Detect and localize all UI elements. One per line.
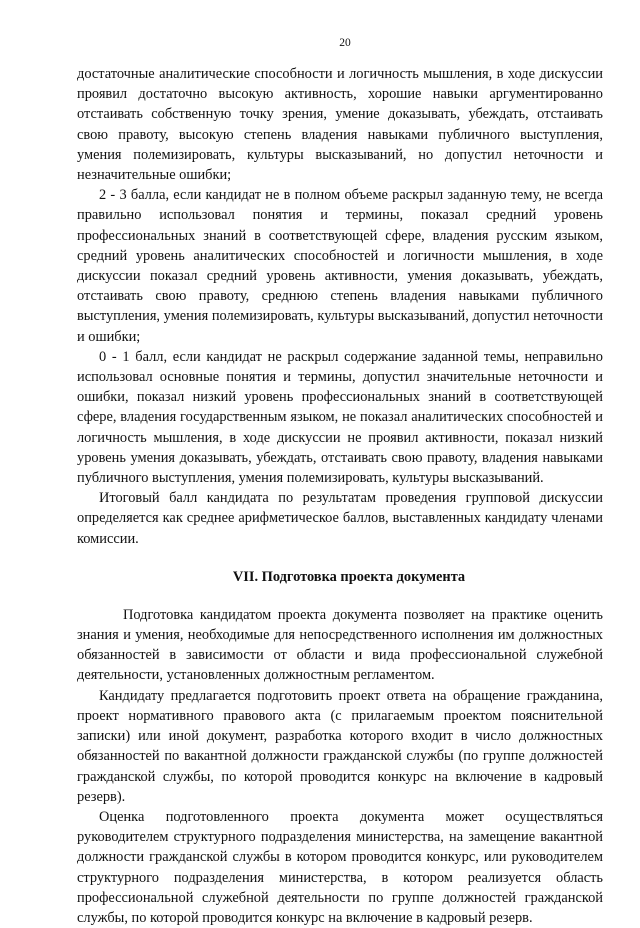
page-number: 20 — [339, 37, 351, 49]
paragraph-document-prep: Подготовка кандидатом проекта документа позволяет на практике оценить знания и умения, необходимые для непосредственного исполнения им должностных обязанностей в зависимости от области и вида профессиональной служебной деятельности, установленных должностным регламентом. — [77, 606, 603, 684]
paragraph-score-2-3: 2 - 3 балла, если кандидат не в полном объеме раскрыл заданную тему, не всегда правильно использовал понятия и термины, показал средний уровень профессиональных знаний в соответствующей сфере, владения русским языком, средний уровень аналитических способностей и логичности мышления, в ходе дискуссии показал средний уровень активности, умения доказывать, убеждать, отстаивать свою правоту, среднюю степень владения навыками публичного выступления, умения полемизировать, культуры высказываний, допустил неточности и ошибки; — [77, 187, 603, 345]
paragraph-evaluation: Оценка подготовленного проекта документа может осуществляться руководителем структурного подразделения министерства, на замещение вакантной должности гражданской службы в котором проводится конкурс, или руководителем структурного подразделения министерства, в котором реализуется область профессиональной служебной деятельности по группе должностей гражданской службы, по которой проводится конкурс на включение в кадровый резерв. — [77, 808, 603, 926]
section-heading: VII. Подготовка проекта документа — [232, 568, 466, 585]
paragraph-final-score: Итоговый балл кандидата по результатам проведения групповой дискуссии определяется как среднее арифметическое баллов, выставленных кандидату членами комиссии. — [77, 490, 603, 547]
paragraph-score-0-1: 0 - 1 балл, если кандидат не раскрыл содержание заданной темы, неправильно использовал основные понятия и термины, допустил значительные неточности и ошибки, показал низкий уровень профессиональных знаний в соответствующей сфере, владения государственным языком, не показал аналитических способностей и логичность мышления, в ходе дискуссии не проявил активности, показал низкий уровень умения доказывать, убеждать, отстаивать свою правоту, владения навыками публичного выступления, умения полемизировать, культуры высказываний. — [77, 348, 603, 487]
paragraph-continuation: достаточные аналитические способности и логичность мышления, в ходе дискуссии проявил достаточно высокую активность, хорошие навыки аргументированно отстаивать собственную точку зрения, умение доказывать, убеждать, отстаивать свою правоту, высокую степень владения навыками публичного выступления, умения полемизировать, культуры высказываний, но допустил неточности и незначительные ошибки; — [77, 66, 603, 184]
paragraph-candidate-task: Кандидату предлагается подготовить проект ответа на обращение гражданина, проект нормативного правового акта (с прилагаемым проектом пояснительной записки) или иной документ, разработка которого входит в число должностных обязанностей по вакантной должности гражданской службы (по группе должностей гражданской службы, по которой проводится конкурс на включение в кадровый резерв). — [77, 687, 603, 805]
